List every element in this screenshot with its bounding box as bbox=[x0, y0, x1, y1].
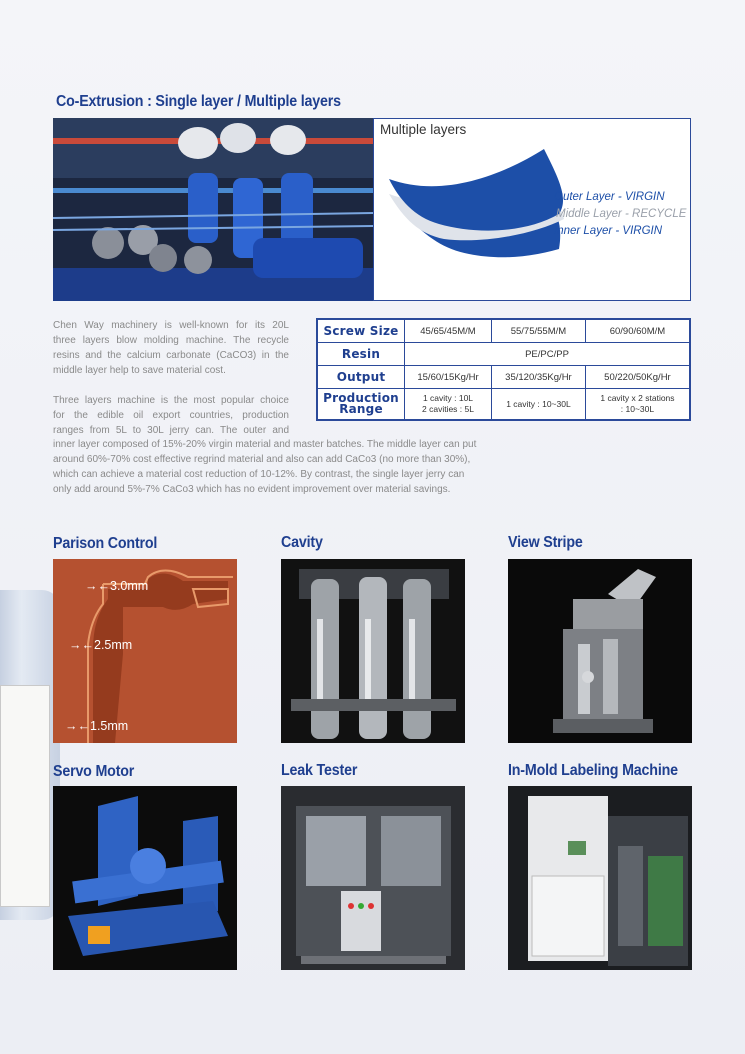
servo-motor-image bbox=[53, 786, 237, 970]
jerry-can-label bbox=[0, 685, 50, 907]
spec-table bbox=[316, 318, 691, 421]
para2-line-4: inner layer composed of 15%-20% virgin material and master batches. The middle layer can put bbox=[53, 439, 477, 450]
description-paragraph-1 bbox=[53, 318, 289, 378]
row-header-output: Output bbox=[317, 366, 405, 389]
extrusion-machine-photo bbox=[53, 118, 373, 301]
para2-line-3: ranges from 5L to 30L jerry can. The outer and bbox=[53, 425, 289, 436]
leak-tester-image bbox=[281, 786, 465, 970]
dimension-label-2-5mm: →←2.5mm bbox=[69, 638, 133, 652]
table-cell: 15/60/15Kg/Hr bbox=[405, 366, 492, 389]
multiple-layers-panel bbox=[373, 118, 691, 301]
table-row bbox=[317, 343, 690, 366]
in-mold-labeling-image bbox=[508, 786, 692, 970]
table-cell: 45/65/45M/M bbox=[405, 319, 492, 343]
row-header-screw-size: Screw Size bbox=[317, 319, 405, 343]
table-cell: 60/90/60M/M bbox=[585, 319, 690, 343]
dimension-value: 2.5mm bbox=[94, 638, 133, 652]
cavity-title: Cavity bbox=[281, 534, 323, 551]
para2-line-7: only add around 5%-7% CaCo3 which has no evident improvement over material savings. bbox=[53, 484, 451, 495]
para1-line-4: middle layer help to save material cost. bbox=[53, 365, 226, 376]
para1-line-3: resins and the calcium carbonate (CaCO3) in the bbox=[53, 350, 289, 361]
para2-line-2: for the edible oil export countries, production bbox=[53, 410, 289, 421]
cell-line: 2 cavities : 5L bbox=[422, 404, 474, 414]
para1-line-1: Chen Way machinery is well-known for its 20L bbox=[53, 320, 289, 331]
in-mold-labeling-title: In-Mold Labeling Machine bbox=[508, 762, 678, 779]
cell-line: : 10~30L bbox=[620, 404, 655, 414]
header-line: Production bbox=[323, 391, 399, 405]
description-paragraph-2-continued bbox=[53, 437, 499, 497]
dimension-value: 3.0mm bbox=[110, 579, 149, 593]
table-cell: 55/75/55M/M bbox=[491, 319, 585, 343]
table-row bbox=[317, 366, 690, 389]
co-extrusion-title: Co-Extrusion : Single layer / Multiple layers bbox=[56, 93, 341, 110]
inner-layer-label: Inner Layer - VIRGIN bbox=[554, 225, 663, 237]
multiple-layers-heading: Multiple layers bbox=[380, 122, 467, 137]
table-cell: 35/120/35Kg/Hr bbox=[491, 366, 585, 389]
description-paragraph-2 bbox=[53, 393, 289, 438]
header-line: Range bbox=[339, 402, 383, 416]
para1-line-2: three layers blow molding machine. The recycle bbox=[53, 335, 289, 346]
middle-layer-label: Middle Layer - RECYCLE bbox=[556, 208, 687, 220]
leak-tester-title: Leak Tester bbox=[281, 762, 358, 779]
cell-line: 1 cavity : 10~30L bbox=[506, 398, 571, 409]
jerry-can-image bbox=[0, 590, 60, 920]
table-row bbox=[317, 389, 690, 421]
servo-motor-title: Servo Motor bbox=[53, 763, 135, 780]
table-cell: PE/PC/PP bbox=[405, 343, 691, 366]
dimension-value: 1.5mm bbox=[90, 719, 129, 733]
parison-control-title: Parison Control bbox=[53, 535, 158, 552]
table-row bbox=[317, 319, 690, 343]
dimension-label-1-5mm: →←1.5mm bbox=[65, 719, 129, 733]
view-stripe-image bbox=[508, 559, 692, 743]
para2-line-5: around 60%-70% cost effective regrind material and also can add CaCo3 (no more than 30%), bbox=[53, 454, 471, 465]
cell-line: 1 cavity : 10L bbox=[422, 393, 474, 403]
table-cell: 50/220/50Kg/Hr bbox=[585, 366, 690, 389]
table-cell bbox=[491, 389, 585, 421]
row-header-resin: Resin bbox=[317, 343, 405, 366]
para2-line-1: Three layers machine is the most popular choice bbox=[53, 395, 289, 406]
parison-control-image bbox=[53, 559, 237, 743]
table-cell bbox=[405, 389, 492, 421]
cavity-image bbox=[281, 559, 465, 743]
para2-line-6: which can achieve a material cost reduction of 10-12%. By contrast, the single layer jerry can bbox=[53, 469, 465, 480]
table-cell bbox=[585, 389, 690, 421]
view-stripe-title: View Stripe bbox=[508, 534, 583, 551]
cell-line: 1 cavity x 2 stations bbox=[600, 393, 675, 403]
outer-layer-label: Outer Layer - VIRGIN bbox=[554, 191, 665, 203]
row-header-production-range bbox=[317, 389, 405, 421]
dimension-label-3mm: →←3.0mm bbox=[85, 579, 149, 593]
